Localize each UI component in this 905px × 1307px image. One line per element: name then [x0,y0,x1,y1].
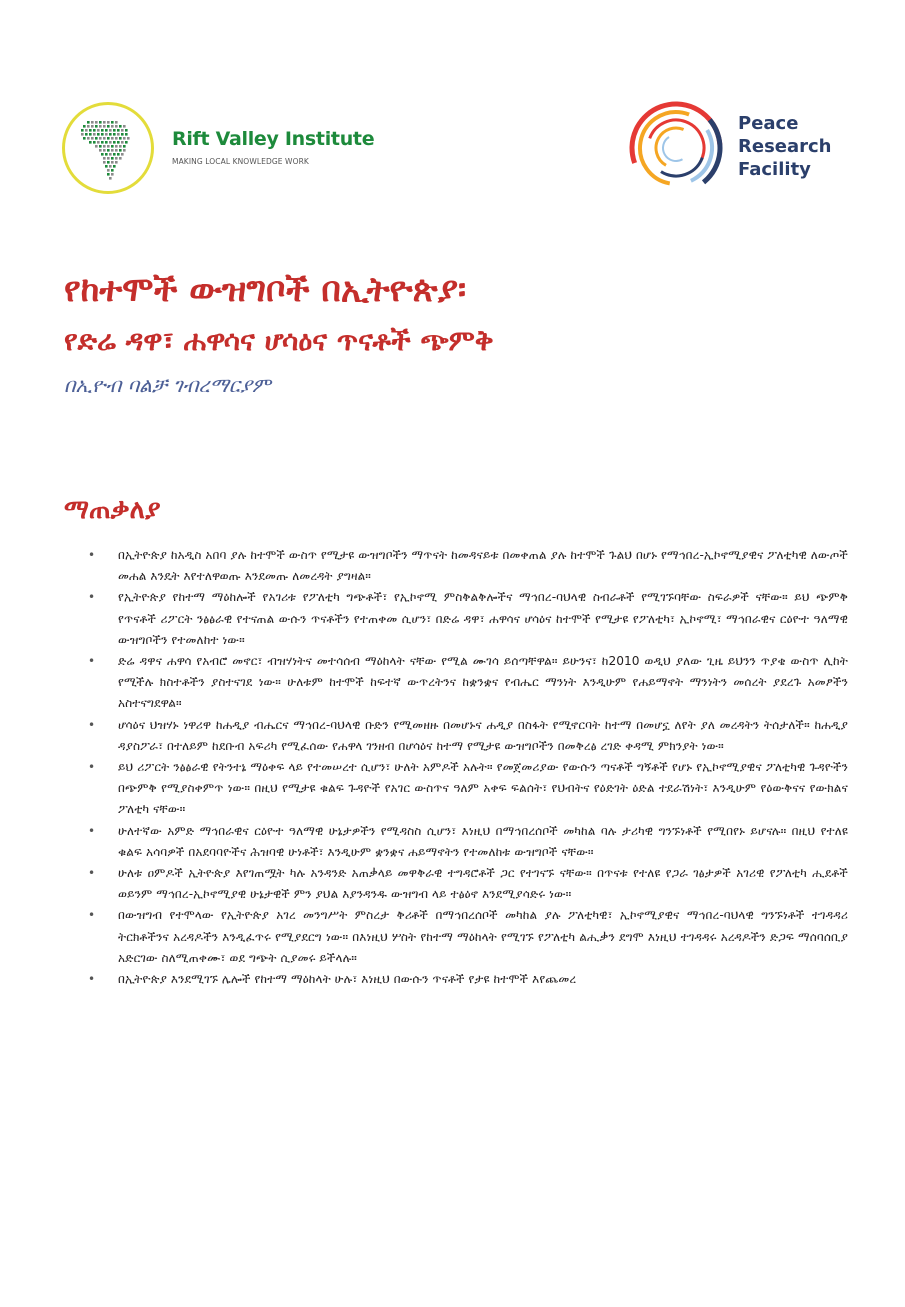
bullet-icon: • [88,654,96,669]
summary-item [84,587,848,651]
bullet-icon: • [88,717,96,732]
summary-item-text: የኢትዮጵያ የከተማ ማዕከሎች የአገሪቱ የፖለቲካ ግጭቶች፣ የኢኮኖሚ ምስቅልቅሎችና ማኅበረ-ባህላዊ ስብራቶች የሚገኙባቸው ስፍራዎች ናቸው። ይህ ጭምቅ የጥናቶች ሪፖርት ንፅፅራዊ የተናጠል ውሱን ጥናቶችን የተጠቀመ ሲሆን፣ በድሬ ዳዋ፣ ሐዋሳና ሆሳዕና ከተሞች የሚታዩ የፖለቲካ፣ ኢኮኖሚ፣ ማኅበራዊና ርዕዮተ ዓለማዊ ውዝግቦችን የተመለከተ ነው። [118,590,848,647]
summary-item-text: ሆሳዕና ህዝሃኑ ነዋሪዋ ከሐዲያ ብሔርና ማኅበረ-ባህላዊ ቡድን የሚመዘዙ በመሆኑና ሐዲያ በስፋት የሚኖርባት ከተማ በመሆኗ ለየት ያለ መረዳትን ትሰታለች። ከሐዲያ ዳያስፖራ፣ በተለይም ከደቡብ አፍሪካ የሚፈሰው የሐዋላ ገንዘብ በሆሳዕና ከተማ የሚታዩ ውዝግቦችን በመቅረፅ ረገድ ቀዳሚ ምክንያት ነው። [118,717,848,753]
summary-item [84,757,848,821]
bullet-icon: • [88,972,96,987]
prf-rings-icon [628,100,724,196]
summary-item-text: በኢትዮጵያ ከአዲስ አበባ ያሉ ከተሞች ውስጥ የሚታዩ ውዝግቦችን ማጥናት ከመዳናይቱ በመቀጠል ያሉ ከተሞች ጉልህ በሆኑ የማኅበረ-ኢኮኖሚያዊና ፖለቲካዊ ለውጦች መሐል እንዴት እየተለዋወጡ እንደመጡ ለመረዳት ያግዛል። [118,548,848,584]
rvi-circle-emblem [62,102,154,194]
prf-word-1: Peace [738,113,799,134]
summary-list [84,545,848,990]
prf-wordmark [738,112,832,181]
summary-item-text: ሁለቱ ዐምዶች ኢትዮጵያ እየገጠሟት ካሉ አንዳንድ አጠቃላይ መዋቅራዊ ተግዳሮቶች ጋር የተገናኙ ናቸው። በጥናቱ የተለዩ የጋራ ገፅታዎች አገሪዊ የፖለቲካ ሒደቶች ወይንም ማኅበረ-ኢኮኖሚያዊ ሁኔታዊች ምን ያህል እያንዳንዱ ውዝግብ ላይ ተፅዕኖ እንደሚያሳድሩ ነው። [118,866,848,902]
summary-item [84,905,848,969]
bullet-icon: • [88,823,96,838]
bullet-icon: • [88,908,96,923]
summary-item [84,545,848,587]
summary-item-text: ድሬ ዳዋና ሐዋሳ የአብሮ መኖር፣ ብዝሃነትና መተሳሰብ ማዕከላት ናቸው የሚል ሙገሳ ይሰጣቸዋል። ይሁንና፣ ከ2010 ወዲህ ያለው ጊዜ ይህንን ጥያቄ ውስጥ ሊከት የሚችሉ ክስተቶችን ያስተናገደ ነው። ሁለቱም ከተሞች ከፍተኛ ውጥረትንና ከቋንቋና የብሔር ማንነት እንዲሁም የሐይማኖት ማንነትን መሰረት ያደረጉ አመፆችን አስተናግደዋል። [118,654,848,711]
document-subtitle: የድሬ ዳዋ፣ ሐዋሳና ሆሳዕና ጥናቶች ጭምቅ [64,324,494,357]
prf-word-2: Research [738,136,832,157]
summary-item [84,821,848,863]
bullet-icon: • [88,548,96,562]
summary-item [84,715,848,757]
bullet-icon: • [88,866,96,881]
summary-heading: ማጠቃለያ [64,495,161,525]
document-title: የከተሞች ውዝግቦች በኢትዮጵያ፡ [64,270,467,310]
prf-word-3: Facility [738,159,811,180]
bullet-icon: • [88,590,96,605]
rvi-logo [62,102,375,197]
bullet-icon: • [88,760,96,775]
africa-map-icon [65,105,151,191]
summary-item [84,969,848,990]
rvi-name: Rift Valley Institute [172,128,375,150]
prf-logo [628,100,838,195]
rvi-tagline: MAKING LOCAL KNOWLEDGE WORK [172,157,309,166]
summary-item [84,651,848,715]
document-author: በኢዮብ ባልቻ ገብረማርያም [64,373,271,397]
summary-item [84,863,848,905]
summary-item-text: ሁለተኛው አምድ ማኅበራዊና ርዕዮተ ዓለማዊ ሁኔታዎችን የሚዳስስ ሲሆን፣ እነዚህ በማኅበረሰቦች መካከል ባሉ ታሪካዊ ግንኙነቶች የሚበየኑ ይሆናሉ። በዚህ የተለዩ ቁልፍ አሳባዎች በአደባባዮችና ሕዝባዊ ሁነቶች፣ እንዲሁም ቋንቋና ሐይማኖትን የተመለከቱ ውዝግቦች ናቸው። [118,823,848,859]
summary-item-text: በውዝግብ የተሞላው የኢትዮጵያ አገረ መንግሥት ምስረታ ቅሪቶች በማኅበረሰቦች መካከል ያሉ ፖለቲካዊ፣ ኢኮኖሚያዊና ማኅበረ-ባህላዊ ግንኙነቶች ተገዳዳሪ ትርክቶችንና አረዳዶችን እንዲፈጥሩ የሚያደርግ ነው። በእነዚህ ሦስት የከተማ ማዕከላት የሚገኙ የፖለቲካ ልሒቃን ደግሞ እነዚህ ተገዳዳሩ አረዳዶችን ድጋፍ ማሰባሰቢያ አድርገው ስለሚጠቀሙ፣ ወደ ግጭት ሲያመሩ ይችላሉ። [118,908,848,965]
summary-item-text: ይህ ሪፖርት ንፅፅራዊ የትንተኔ ማዕቀፍ ላይ የተመሠረተ ሲሆን፣ ሁለት አምዶች አሉት። የመጀመሪያው የውሱን ጣናቶች ግኝቶች የሆኑ የኢኮኖሚያዊና ፖለቲካዊ ጉዳዮችን በጭምቅ የሚያስቀምጥ ነው። በዚህ የሚታዩ ቁልፍ ጉዳዮች የአገር ውስጥና ዓለም አቀፍ ፍልሰት፣ የህብትና የዕድገት ዕድል ተደራሽነት፣ እንዲሁም የዕውቅናና የውክልና ፖለቲካ ናቸው። [118,760,848,817]
summary-item-text: በኢትዮጵያ እንደሚገኙ ሌሎች የከተማ ማዕከላት ሁሉ፣ እነዚህ በውሱን ጥናቶች የታዩ ከተሞች እየጨመረ [118,972,577,987]
